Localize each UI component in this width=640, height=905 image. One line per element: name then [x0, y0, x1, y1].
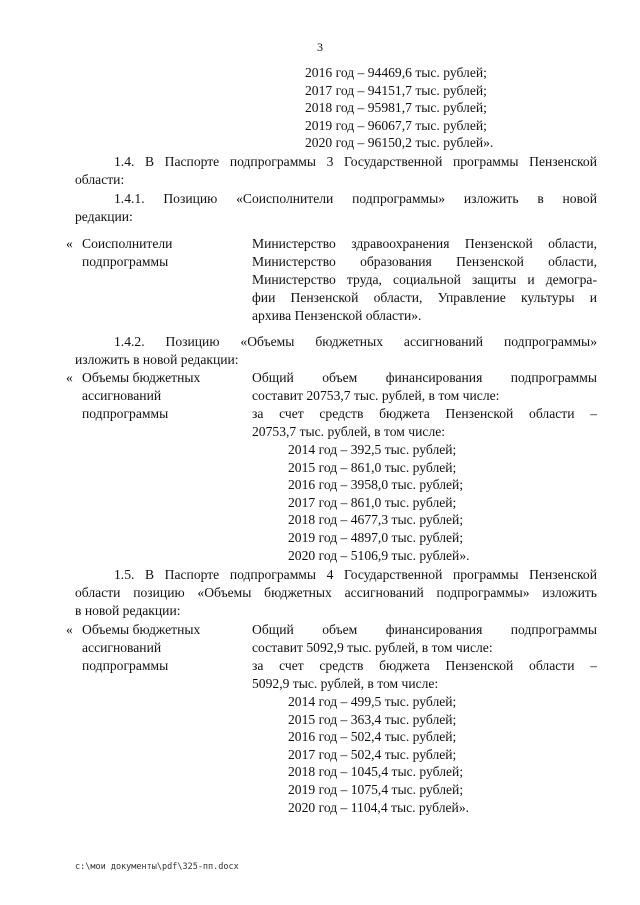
quote-mark: «	[66, 236, 73, 251]
year-line: 2020 год – 5106,9 тыс. рублей».	[288, 547, 470, 563]
year-line: 2019 год – 1075,4 тыс. рублей;	[288, 781, 464, 797]
section-1-5-line2: области позицию «Объемы бюджетных ассигнований подпрограммы» изложить	[75, 585, 597, 600]
top-year-list	[305, 64, 493, 152]
year-line: 2016 год – 502,4 тыс. рублей;	[288, 729, 457, 745]
budget4-value-line4: 5092,9 тыс. рублей, в том числе:	[252, 676, 439, 691]
section-1-4-2-line1: 1.4.2. Позицию «Объемы бюджетных ассигнований подпрограммы»	[114, 334, 597, 349]
section-1-5-line3: в новой редакции:	[75, 603, 181, 618]
budget4-label-line3: подпрограммы	[82, 658, 169, 673]
budget3-value-line3: за счет средств бюджета Пензенской области –	[252, 406, 597, 421]
budget3-value-line1: Общий объем финансирования подпрограммы	[252, 370, 597, 385]
file-path-footer: c:\мои документы\pdf\325-пп.docx	[75, 862, 239, 872]
budget3-label-line3: подпрограммы	[82, 406, 169, 421]
coexec-value-line4: фии Пензенской области, Управление культуры и	[252, 290, 597, 305]
coexec-value-line1: Министерство здравоохранения Пензенской области,	[252, 236, 597, 251]
coexec-label-line2: подпрограммы	[82, 254, 169, 269]
year-line: 2017 год – 861,0 тыс. рублей;	[288, 494, 457, 510]
year-line: 2015 год – 363,4 тыс. рублей;	[288, 711, 457, 727]
page-number: 3	[317, 40, 323, 54]
year-line: 2018 год – 1045,4 тыс. рублей;	[288, 764, 464, 780]
coexec-value-line2: Министерство образования Пензенской области,	[252, 254, 597, 269]
budget4-label-line1: Объемы бюджетных	[82, 622, 201, 637]
budget4-value-line1: Общий объем финансирования подпрограммы	[252, 622, 597, 637]
year-line: 2018 год – 4677,3 тыс. рублей;	[288, 512, 464, 528]
coexec-value-line3: Министерство труда, социальной защиты и демогра-	[252, 272, 597, 287]
quote-mark: «	[66, 370, 73, 385]
coexec-value-line5: архива Пензенской области».	[252, 308, 422, 323]
budget3-value-line4: 20753,7 тыс. рублей, в том числе:	[252, 424, 446, 439]
year-line: 2017 год – 94151,7 тыс. рублей;	[305, 82, 487, 98]
section-1-4-line2: области:	[75, 172, 125, 187]
quote-mark: «	[66, 622, 73, 637]
year-line: 2019 год – 96067,7 тыс. рублей;	[305, 117, 487, 133]
year-line: 2017 год – 502,4 тыс. рублей;	[288, 746, 457, 762]
section-1-4-2-line2: изложить в новой редакции:	[75, 352, 239, 367]
section-1-4-line1: 1.4. В Паспорте подпрограммы 3 Государственной программы Пензенской	[114, 154, 597, 169]
budget4-label-line2: ассигнований	[82, 640, 162, 655]
year-line: 2020 год – 1104,4 тыс. рублей».	[288, 799, 470, 815]
year-line: 2019 год – 4897,0 тыс. рублей;	[288, 529, 464, 545]
budget3-label-line2: ассигнований	[82, 388, 162, 403]
year-line: 2020 год – 96150,2 тыс. рублей».	[305, 135, 494, 151]
year-line: 2014 год – 392,5 тыс. рублей;	[288, 442, 457, 457]
budget3-year-list	[288, 441, 470, 564]
year-line: 2018 год – 95981,7 тыс. рублей;	[305, 100, 487, 116]
budget4-value-line3: за счет средств бюджета Пензенской области –	[252, 658, 597, 673]
year-line: 2016 год – 94469,6 тыс. рублей;	[305, 65, 487, 80]
budget3-label-line1: Объемы бюджетных	[82, 370, 201, 385]
budget4-value-line2: составит 5092,9 тыс. рублей, в том числе:	[252, 640, 493, 655]
section-1-4-1-line1: 1.4.1. Позицию «Соисполнители подпрограммы» изложить в новой	[114, 191, 597, 206]
section-1-4-1-line2: редакции:	[75, 209, 133, 224]
year-line: 2016 год – 3958,0 тыс. рублей;	[288, 477, 464, 493]
year-line: 2014 год – 499,5 тыс. рублей;	[288, 694, 457, 709]
section-1-5-line1: 1.5. В Паспорте подпрограммы 4 Государственной программы Пензенской	[114, 567, 597, 582]
year-line: 2015 год – 861,0 тыс. рублей;	[288, 459, 457, 475]
coexec-label-line1: Соисполнители	[82, 236, 173, 251]
budget3-value-line2: составит 20753,7 тыс. рублей, в том числе:	[252, 388, 500, 403]
budget4-year-list	[288, 693, 469, 816]
